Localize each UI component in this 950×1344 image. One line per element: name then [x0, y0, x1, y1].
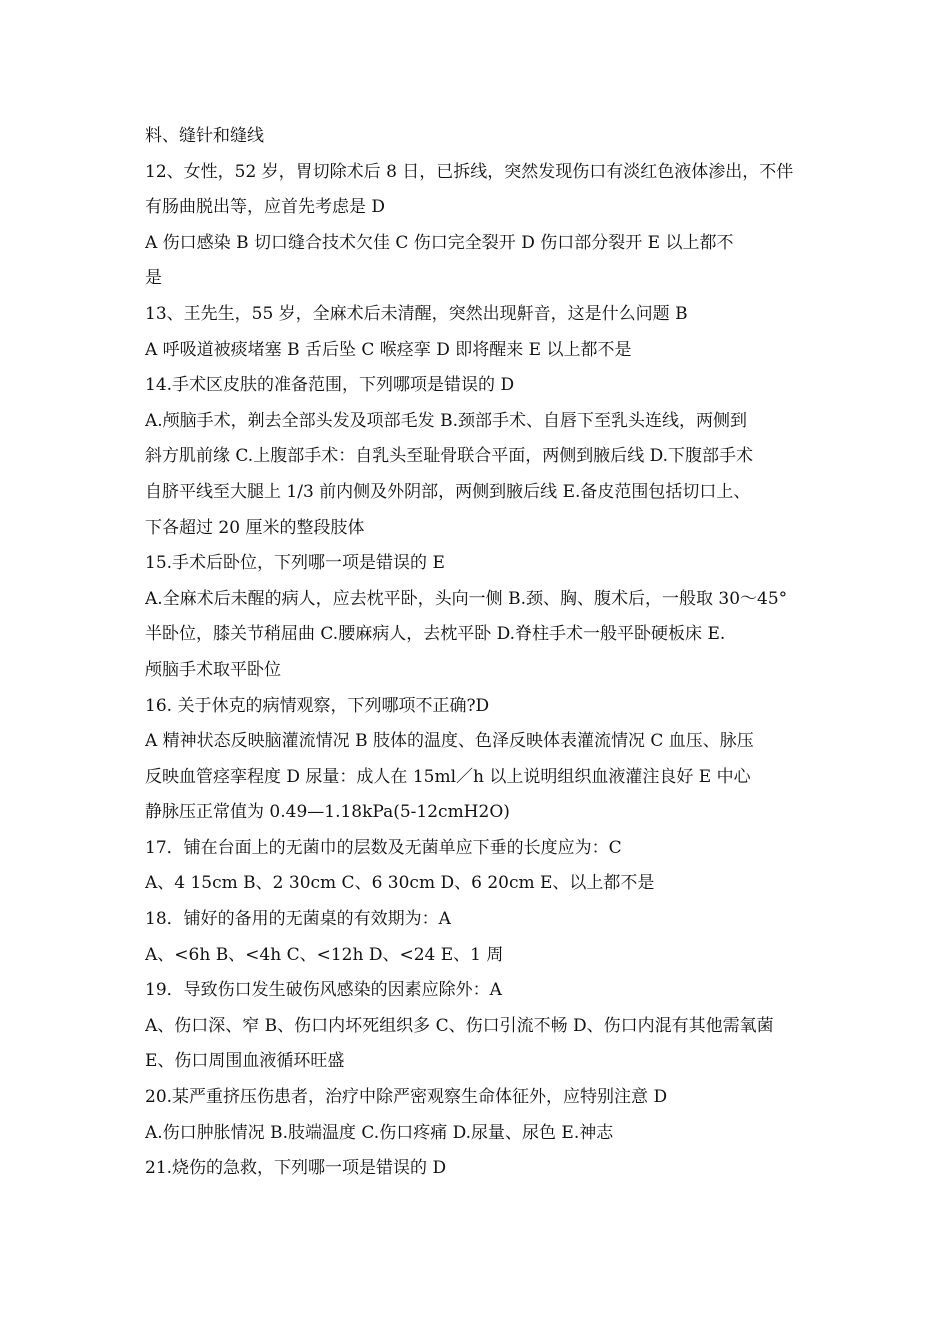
question-15-options-cont: 半卧位，膝关节稍屈曲 C.腰麻病人，去枕平卧 D.脊柱手术一般平卧硬板床 E.: [145, 624, 726, 645]
question-17-stem: 17．铺在台面上的无菌巾的层数及无菌单应下垂的长度应为：C: [145, 837, 622, 858]
question-13-stem: 13、王先生，55 岁，全麻术后未清醒，突然出现鼾音，这是什么问题 B: [145, 303, 688, 324]
question-19-options-cont: E、伤口周围血液循环旺盛: [145, 1051, 345, 1072]
question-19-options: A、伤口深、窄 B、伤口内坏死组织多 C、伤口引流不畅 D、伤口内混有其他需氧菌: [145, 1015, 774, 1036]
question-13-options: A 呼吸道被痰堵塞 B 舌后坠 C 喉痉挛 D 即将醒来 E 以上都不是: [145, 339, 632, 360]
question-19-stem: 19．导致伤口发生破伤风感染的因素应除外：A: [145, 980, 502, 1001]
question-12-options-cont: 是: [145, 268, 162, 289]
question-14-stem: 14.手术区皮肤的准备范围，下列哪项是错误的 D: [145, 375, 515, 396]
question-16-options: A 精神状态反映脑灌流情况 B 肢体的温度、色泽反映体表灌流情况 C 血压、脉压: [145, 731, 754, 752]
question-12-stem: 12、女性，52 岁，胃切除术后 8 日，已拆线，突然发现伤口有淡红色液体渗出，不伴: [145, 161, 794, 182]
question-18-stem: 18．铺好的备用的无菌桌的有效期为：A: [145, 909, 451, 930]
text-line: 料、缝针和缝线: [145, 126, 264, 146]
question-18-options: A、<6h B、<4h C、<12h D、<24 E、1 周: [145, 944, 504, 965]
document-body: [145, 119, 810, 1187]
question-14-options-cont: 自脐平线至大腿上 1/3 前内侧及外阴部，两侧到腋后线 E.备皮范围包括切口上、: [145, 481, 751, 502]
question-15-options-cont: 颅脑手术取平卧位: [145, 659, 281, 680]
question-15-stem: 15.手术后卧位，下列哪一项是错误的 E: [145, 553, 445, 574]
question-14-options: A.颅脑手术，剃去全部头发及项部毛发 B.颈部手术、自唇下至乳头连线，两侧到: [145, 410, 747, 431]
question-20-options: A.伤口肿胀情况 B.肢端温度 C.伤口疼痛 D.尿量、尿色 E.神志: [145, 1122, 614, 1143]
question-12-options: A 伤口感染 B 切口缝合技术欠佳 C 伤口完全裂开 D 伤口部分裂开 E 以上都不: [145, 232, 734, 253]
question-14-options-cont: 下各超过 20 厘米的整段肢体: [145, 517, 365, 538]
question-12-stem-cont: 有肠曲脱出等，应首先考虑是 D: [145, 197, 386, 218]
question-17-options: A、4 15cm B、2 30cm C、6 30cm D、6 20cm E、以上都不是: [145, 873, 655, 894]
question-16-stem: 16. 关于休克的病情观察，下列哪项不正确?D: [145, 695, 490, 716]
question-14-options-cont: 斜方肌前缘 C.上腹部手术：自乳头至耻骨联合平面，两侧到腋后线 D.下腹部手术: [145, 446, 754, 467]
question-16-options-cont: 静脉压正常值为 0.49—1.18kPa(5-12cmH2O): [145, 802, 510, 823]
question-15-options: A.全麻术后未醒的病人，应去枕平卧，头向一侧 B.颈、胸、腹术后，一般取 30～45°: [145, 588, 788, 609]
question-21-stem: 21.烧伤的急救，下列哪一项是错误的 D: [145, 1158, 447, 1179]
question-20-stem: 20.某严重挤压伤患者，治疗中除严密观察生命体征外，应特别注意 D: [145, 1087, 668, 1108]
question-16-options-cont: 反映血管痉挛程度 D 尿量：成人在 15ml／h 以上说明组织血液灌注良好 E 中心: [145, 766, 751, 787]
